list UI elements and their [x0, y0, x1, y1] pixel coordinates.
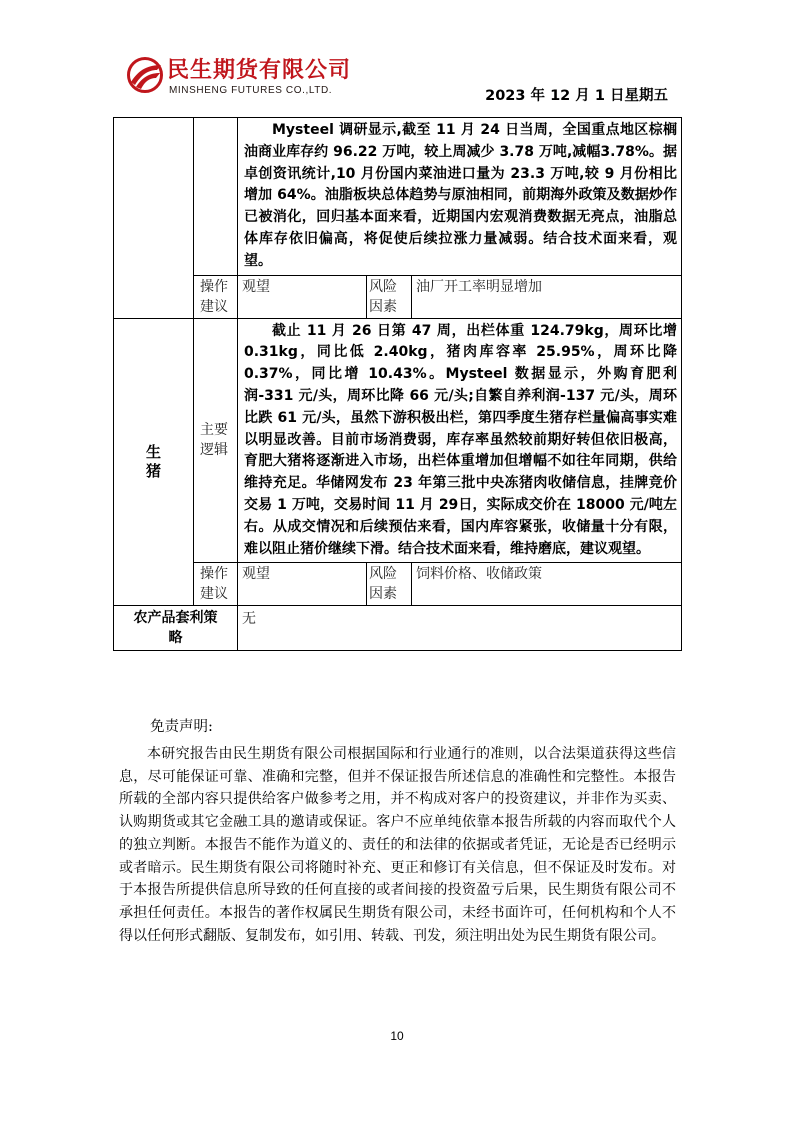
palm-oil-operation-row [114, 275, 682, 318]
risk-value: 饲料价格、收储政策 [416, 566, 542, 583]
strategy-table [113, 117, 682, 651]
operation-label: 操作 建议 [200, 278, 228, 315]
arbitrage-row [114, 606, 682, 651]
arbitrage-value: 无 [242, 611, 256, 628]
palm-oil-logic-text: Mysteel 调研显示,截至 11 月 24 日当周，全国重点地区棕榈油商业库存约 96.22 万吨，较上周减少 3.78 万吨,减幅3.78%。据卓创资讯统计,10 月份国内菜油进口量为 23.3 万吨,较 9 月份相比增加 64%。油脂板块总体趋势与原油相同，前期海外政策及数据炒作已被消化，回归基本面来看，近期国内宏观消费数据无亮点，油脂总体库存依旧偏高，将促使后续拉涨力量减弱。结合技术面来看，观望。 [244, 122, 678, 269]
operation-value: 观望 [242, 566, 270, 583]
page-header [0, 0, 794, 110]
disclaimer-title: 免责声明: [150, 719, 213, 735]
company-name-cn: 民生期货有限公司 [167, 58, 352, 83]
hog-logic-row [114, 318, 682, 563]
operation-value: 观望 [242, 278, 270, 295]
operation-label: 操作 建议 [200, 566, 228, 603]
risk-label: 风险 因素 [369, 566, 397, 603]
report-date: 2023 年 12 月 1 日星期五 [485, 88, 668, 104]
hog-category-label: 生 猪 [114, 318, 194, 606]
logic-label: 主要 逻辑 [200, 422, 228, 459]
disclaimer-body: 本研究报告由民生期货有限公司根据国际和行业通行的准则，以合法渠道获得这些信息，尽可能保证可靠、准确和完整，但并不保证报告所述信息的准确性和完整性。本报告所载的全部内容只提供给客户做参考之用，并不构成对客户的投资建议，并非作为买卖、认购期货或其它金融工具的邀请或保证。客户不应单纯依靠本报告所载的内容而取代个人的独立判断。本报告不能作为道义的、责任的和法律的依据或者凭证，无论是否已经明示或者暗示。民生期货有限公司将随时补充、更正和修订有关信息，但不保证及时发布。对于本报告所提供信息所导致的任何直接的或者间接的投资盈亏后果，民生期货有限公司不承担任何责任。本报告的著作权属民生期货有限公司，未经书面许可，任何机构和个人不得以任何形式翻版、复制发布，如引用、转载、刊发，须注明出处为民生期货有限公司。 [119, 746, 676, 944]
arbitrage-label: 农产品套利策 略 [133, 610, 218, 647]
palm-oil-logic-row [114, 118, 682, 276]
company-name-en: MINSHENG FUTURES CO.,LTD. [169, 85, 333, 96]
hog-logic-text: 截止 11 月 26 日第 47 周，出栏体重 124.79kg，周环比增 0.31kg，同比低 2.40kg，猪肉库容率 25.95%，周环比降0.37%，同比增 10.43%。Mysteel 数据显示，外购育肥利润-331 元/头，周环比降 66 元/头;自繁自养利润-137 元/头，周环比跌 61 元/头，虽然下游积极出栏，第四季度生猪存栏量偏高事实难以明显改善。目前市场消费弱，库存率虽然较前期好转但依旧极高，育肥大猪将逐渐进入市场，出栏体重增加但增幅不如往年同期，供给维持充足。华储网发布 23 年第三批中央冻猪肉收储信息，挂牌竞价交易 1 万吨，交易时间 11 月 29日，实际成交价在 18000 元/吨左右。从成交情况和后续预估来看，国内库容紧张，收储量十分有限，难以阻止猪价继续下滑。结合技术面来看，维持磨底，建议观望。 [244, 322, 678, 557]
palm-oil-category-cell [114, 118, 194, 319]
hog-operation-row [114, 563, 682, 606]
palm-oil-logic-cell [238, 118, 682, 276]
page-number: 10 [390, 1029, 404, 1043]
palm-oil-logic-label-cell [194, 118, 238, 276]
risk-value: 油厂开工率明显增加 [416, 278, 542, 295]
minsheng-logo-icon [127, 57, 163, 93]
risk-label: 风险 因素 [369, 278, 397, 315]
